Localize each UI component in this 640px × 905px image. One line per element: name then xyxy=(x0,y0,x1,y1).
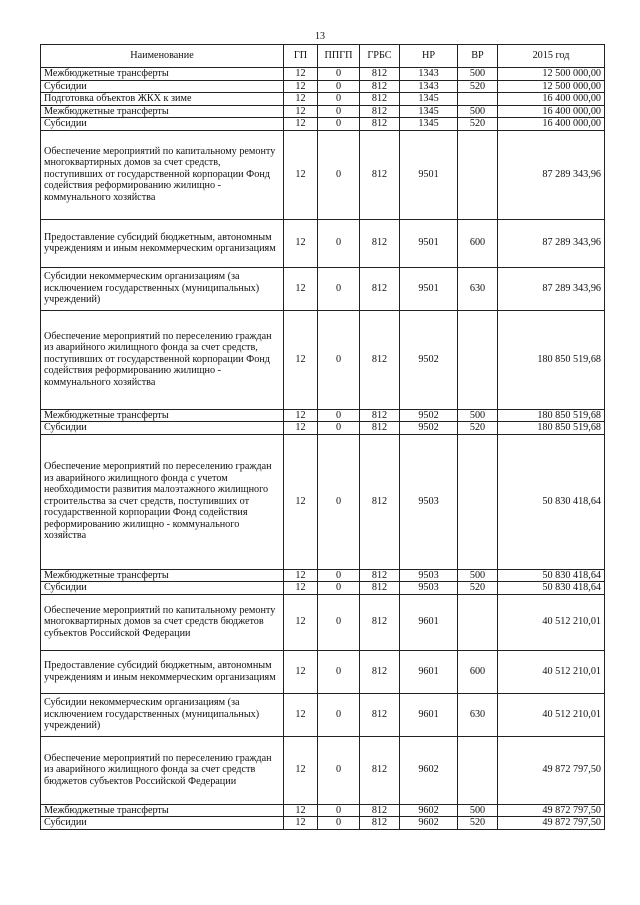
row-vr: 600 xyxy=(458,650,498,693)
row-ppgp: 0 xyxy=(318,93,360,106)
row-ppgp: 0 xyxy=(318,409,360,422)
row-grbs: 812 xyxy=(360,817,400,830)
row-amount: 40 512 210,01 xyxy=(498,693,605,736)
table-header-row xyxy=(41,45,605,68)
table-row xyxy=(41,118,605,131)
row-amount: 180 850 519,68 xyxy=(498,409,605,422)
table-row xyxy=(41,569,605,582)
row-nr: 9503 xyxy=(400,582,458,595)
table-row xyxy=(41,422,605,435)
row-ppgp: 0 xyxy=(318,736,360,804)
row-vr: 630 xyxy=(458,267,498,310)
row-nr: 9601 xyxy=(400,594,458,650)
row-nr: 9602 xyxy=(400,804,458,817)
column-header-name: Наименование xyxy=(41,45,284,68)
row-ppgp: 0 xyxy=(318,310,360,409)
row-amount: 49 872 797,50 xyxy=(498,736,605,804)
row-vr xyxy=(458,310,498,409)
table-row xyxy=(41,68,605,81)
row-grbs: 812 xyxy=(360,130,400,219)
table-row xyxy=(41,219,605,267)
row-gp: 12 xyxy=(284,68,318,81)
table-row xyxy=(41,817,605,830)
table-row xyxy=(41,105,605,118)
table-row xyxy=(41,267,605,310)
row-name: Межбюджетные трансферты xyxy=(41,105,284,118)
row-name: Субсидии xyxy=(41,817,284,830)
row-grbs: 812 xyxy=(360,219,400,267)
row-gp: 12 xyxy=(284,594,318,650)
row-vr xyxy=(458,736,498,804)
row-grbs: 812 xyxy=(360,434,400,569)
table-row xyxy=(41,594,605,650)
row-nr: 9601 xyxy=(400,650,458,693)
table-row xyxy=(41,582,605,595)
row-grbs: 812 xyxy=(360,693,400,736)
row-gp: 12 xyxy=(284,80,318,93)
row-gp: 12 xyxy=(284,569,318,582)
row-name: Обеспечение мероприятий по переселению граждан из аварийного жилищного фонда с учетом необходимости развития малоэтажного жилищного строительства за счет средств, поступивших от государственной корпорации Фонд содействия реформированию жилищно - коммунального хозяйства xyxy=(41,434,284,569)
table-row xyxy=(41,736,605,804)
row-amount: 180 850 519,68 xyxy=(498,310,605,409)
row-grbs: 812 xyxy=(360,267,400,310)
row-vr: 630 xyxy=(458,693,498,736)
row-grbs: 812 xyxy=(360,650,400,693)
row-amount: 50 830 418,64 xyxy=(498,434,605,569)
row-amount: 16 400 000,00 xyxy=(498,118,605,131)
row-vr: 500 xyxy=(458,68,498,81)
row-amount: 87 289 343,96 xyxy=(498,267,605,310)
row-gp: 12 xyxy=(284,118,318,131)
row-vr: 500 xyxy=(458,569,498,582)
row-nr: 1343 xyxy=(400,80,458,93)
row-vr: 520 xyxy=(458,582,498,595)
row-vr: 520 xyxy=(458,422,498,435)
row-amount: 12 500 000,00 xyxy=(498,68,605,81)
row-amount: 180 850 519,68 xyxy=(498,422,605,435)
page-number: 13 xyxy=(315,31,325,42)
row-name: Межбюджетные трансферты xyxy=(41,804,284,817)
row-gp: 12 xyxy=(284,93,318,106)
row-vr: 500 xyxy=(458,804,498,817)
row-name: Субсидии xyxy=(41,118,284,131)
table-body xyxy=(41,68,605,830)
row-grbs: 812 xyxy=(360,93,400,106)
row-amount: 49 872 797,50 xyxy=(498,804,605,817)
row-nr: 9503 xyxy=(400,569,458,582)
table-row xyxy=(41,93,605,106)
row-gp: 12 xyxy=(284,817,318,830)
row-vr xyxy=(458,594,498,650)
table-row xyxy=(41,434,605,569)
row-ppgp: 0 xyxy=(318,693,360,736)
row-nr: 1345 xyxy=(400,105,458,118)
row-amount: 87 289 343,96 xyxy=(498,219,605,267)
row-vr: 520 xyxy=(458,118,498,131)
table-row xyxy=(41,650,605,693)
row-gp: 12 xyxy=(284,105,318,118)
column-header-ppgp: ППГП xyxy=(318,45,360,68)
column-header-grbs: ГРБС xyxy=(360,45,400,68)
row-name: Обеспечение мероприятий по капитальному ремонту многоквартирных домов за счет средств бюджетов субъектов Российской Федерации xyxy=(41,594,284,650)
row-gp: 12 xyxy=(284,409,318,422)
row-grbs: 812 xyxy=(360,118,400,131)
row-amount: 49 872 797,50 xyxy=(498,817,605,830)
row-gp: 12 xyxy=(284,422,318,435)
row-gp: 12 xyxy=(284,310,318,409)
row-grbs: 812 xyxy=(360,582,400,595)
table-row xyxy=(41,804,605,817)
row-amount: 16 400 000,00 xyxy=(498,105,605,118)
row-ppgp: 0 xyxy=(318,582,360,595)
row-name: Межбюджетные трансферты xyxy=(41,409,284,422)
column-header-vr: ВР xyxy=(458,45,498,68)
row-nr: 9502 xyxy=(400,409,458,422)
row-nr: 9501 xyxy=(400,267,458,310)
row-gp: 12 xyxy=(284,219,318,267)
row-name: Межбюджетные трансферты xyxy=(41,569,284,582)
row-vr: 500 xyxy=(458,105,498,118)
row-ppgp: 0 xyxy=(318,422,360,435)
row-grbs: 812 xyxy=(360,80,400,93)
row-ppgp: 0 xyxy=(318,130,360,219)
row-grbs: 812 xyxy=(360,105,400,118)
row-nr: 9501 xyxy=(400,130,458,219)
row-grbs: 812 xyxy=(360,804,400,817)
row-name: Субсидии некоммерческим организациям (за исключением государственных (муниципальных) учреждений) xyxy=(41,693,284,736)
row-name: Субсидии некоммерческим организациям (за исключением государственных (муниципальных) учреждений) xyxy=(41,267,284,310)
row-ppgp: 0 xyxy=(318,68,360,81)
row-vr xyxy=(458,93,498,106)
table-row xyxy=(41,80,605,93)
row-amount: 87 289 343,96 xyxy=(498,130,605,219)
column-header-amount: 2015 год xyxy=(498,45,605,68)
row-nr: 9601 xyxy=(400,693,458,736)
row-name: Обеспечение мероприятий по переселению граждан из аварийного жилищного фонда за счет средств, поступивших от государственной корпорации Фонд содействия реформированию жилищно - коммунального хозяйства xyxy=(41,310,284,409)
row-name: Субсидии xyxy=(41,80,284,93)
row-amount: 12 500 000,00 xyxy=(498,80,605,93)
row-amount: 50 830 418,64 xyxy=(498,569,605,582)
row-nr: 9502 xyxy=(400,310,458,409)
row-ppgp: 0 xyxy=(318,434,360,569)
table-row xyxy=(41,130,605,219)
table-row xyxy=(41,409,605,422)
row-name: Обеспечение мероприятий по капитальному ремонту многоквартирных домов за счет средств, поступивших от государственной корпорации Фонд содействия реформированию жилищно - коммунального хозяйства xyxy=(41,130,284,219)
table-row xyxy=(41,693,605,736)
row-ppgp: 0 xyxy=(318,105,360,118)
row-gp: 12 xyxy=(284,434,318,569)
row-vr xyxy=(458,434,498,569)
row-amount: 40 512 210,01 xyxy=(498,650,605,693)
row-amount: 16 400 000,00 xyxy=(498,93,605,106)
row-ppgp: 0 xyxy=(318,118,360,131)
row-name: Субсидии xyxy=(41,422,284,435)
row-ppgp: 0 xyxy=(318,80,360,93)
row-name: Субсидии xyxy=(41,582,284,595)
row-ppgp: 0 xyxy=(318,817,360,830)
row-nr: 1345 xyxy=(400,118,458,131)
row-name: Предоставление субсидий бюджетным, автономным учреждениям и иным некоммерческим организациям xyxy=(41,219,284,267)
row-nr: 9602 xyxy=(400,736,458,804)
row-gp: 12 xyxy=(284,267,318,310)
row-name: Подготовка объектов ЖКХ к зиме xyxy=(41,93,284,106)
row-vr xyxy=(458,130,498,219)
row-nr: 9501 xyxy=(400,219,458,267)
row-ppgp: 0 xyxy=(318,594,360,650)
row-gp: 12 xyxy=(284,582,318,595)
row-gp: 12 xyxy=(284,130,318,219)
row-amount: 50 830 418,64 xyxy=(498,582,605,595)
row-ppgp: 0 xyxy=(318,569,360,582)
row-vr: 520 xyxy=(458,817,498,830)
row-gp: 12 xyxy=(284,650,318,693)
table-row xyxy=(41,310,605,409)
row-nr: 1345 xyxy=(400,93,458,106)
row-ppgp: 0 xyxy=(318,650,360,693)
column-header-nr: НР xyxy=(400,45,458,68)
row-gp: 12 xyxy=(284,736,318,804)
column-header-gp: ГП xyxy=(284,45,318,68)
row-grbs: 812 xyxy=(360,409,400,422)
row-grbs: 812 xyxy=(360,594,400,650)
row-ppgp: 0 xyxy=(318,267,360,310)
row-name: Предоставление субсидий бюджетным, автономным учреждениям и иным некоммерческим организациям xyxy=(41,650,284,693)
row-nr: 1343 xyxy=(400,68,458,81)
row-name: Межбюджетные трансферты xyxy=(41,68,284,81)
row-nr: 9602 xyxy=(400,817,458,830)
row-vr: 520 xyxy=(458,80,498,93)
row-grbs: 812 xyxy=(360,422,400,435)
row-grbs: 812 xyxy=(360,310,400,409)
row-gp: 12 xyxy=(284,804,318,817)
row-name: Обеспечение мероприятий по переселению граждан из аварийного жилищного фонда за счет средств бюджетов субъектов Российской Федерации xyxy=(41,736,284,804)
row-grbs: 812 xyxy=(360,569,400,582)
row-ppgp: 0 xyxy=(318,804,360,817)
row-grbs: 812 xyxy=(360,68,400,81)
row-gp: 12 xyxy=(284,693,318,736)
row-nr: 9503 xyxy=(400,434,458,569)
row-nr: 9502 xyxy=(400,422,458,435)
row-vr: 500 xyxy=(458,409,498,422)
row-amount: 40 512 210,01 xyxy=(498,594,605,650)
row-ppgp: 0 xyxy=(318,219,360,267)
row-vr: 600 xyxy=(458,219,498,267)
row-grbs: 812 xyxy=(360,736,400,804)
budget-table xyxy=(40,44,605,830)
